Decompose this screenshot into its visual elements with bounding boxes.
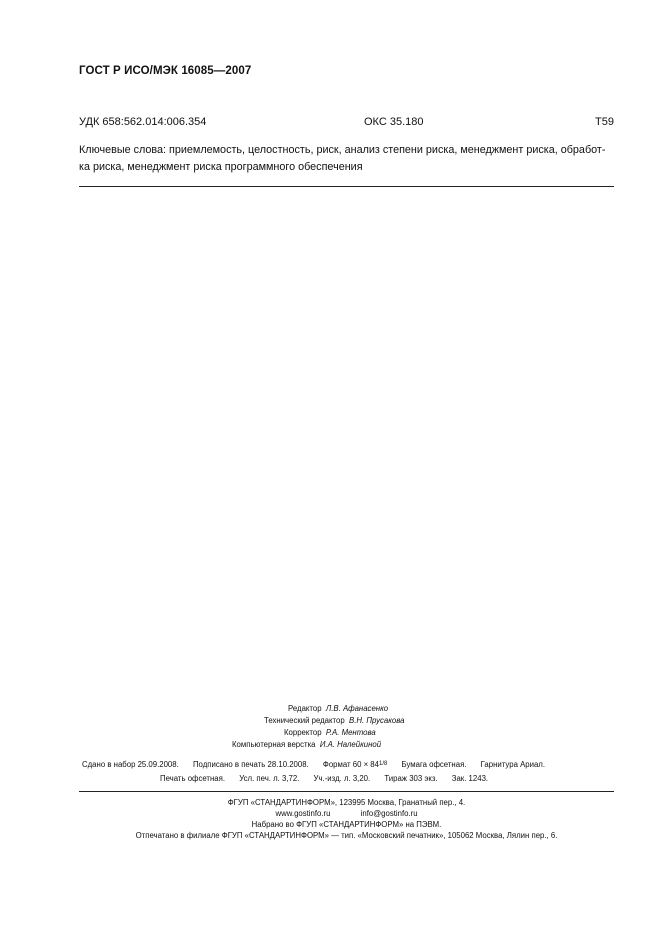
corrector-label: Корректор — [284, 728, 322, 737]
group-code: Т59 — [595, 116, 614, 128]
udk-code: УДК 658:562.014:006.354 — [79, 116, 207, 128]
credit-corrector — [180, 727, 500, 739]
credit-editor — [180, 703, 500, 715]
typeset-date: Сдано в набор 25.09.2008. — [82, 760, 179, 769]
print-sheets: Усл. печ. л. 3,72. — [239, 774, 300, 783]
keywords-line-1: Ключевые слова: приемлемость, целостность, риск, анализ степени риска, менеджмент риска, обработ- — [79, 144, 606, 156]
tech-editor-name: В.Н. Прусакова — [349, 716, 405, 725]
imprint-line-2 — [160, 774, 500, 783]
publisher-block — [79, 797, 614, 841]
corrector-name: Р.А. Ментова — [325, 728, 376, 737]
printed-note: Отпечатано в филиале ФГУП «СТАНДАРТИНФОРМ» — тип. «Московский печатник», 105062 Москва, Лялин пер., 6. — [135, 831, 558, 840]
print-type: Печать офсетная. — [160, 774, 226, 783]
editor-label: Редактор — [288, 704, 322, 713]
order-number: Зак. 1243. — [451, 774, 489, 783]
layout-name: И.А. Налейкиной — [319, 740, 382, 749]
format-label: Формат 60 × 84 — [322, 760, 379, 769]
circulation: Тираж 303 экз. — [384, 774, 438, 783]
publisher-contacts — [79, 808, 614, 819]
publisher-website[interactable]: www.gostinfo.ru — [275, 809, 331, 818]
keywords-block — [79, 142, 616, 176]
layout-label: Компьютерная верстка — [232, 740, 316, 749]
tech-editor-label: Технический редактор — [264, 716, 345, 725]
credits-block — [180, 703, 500, 751]
imprint-line-1 — [82, 760, 617, 769]
keywords-line-2: ка риска, менеджмент риска программного обеспечения — [79, 161, 363, 173]
signed-date: Подписано в печать 28.10.2008. — [192, 760, 309, 769]
credit-tech-editor — [180, 715, 500, 727]
font-info: Гарнитура Ариал. — [480, 760, 546, 769]
publisher-address: ФГУП «СТАНДАРТИНФОРМ», 123995 Москва, Гранатный пер., 4. — [227, 798, 466, 807]
credit-layout — [180, 739, 500, 751]
paper-type: Бумага офсетная. — [401, 760, 467, 769]
bottom-divider — [79, 791, 614, 792]
publisher-email[interactable]: info@gostinfo.ru — [360, 809, 418, 818]
oks-code: ОКС 35.180 — [364, 116, 424, 128]
pub-sheets: Уч.-изд. л. 3,20. — [313, 774, 371, 783]
format-fraction: 1/8 — [378, 761, 388, 767]
typeset-note: Набрано во ФГУП «СТАНДАРТИНФОРМ» на ПЭВМ. — [251, 820, 442, 829]
standard-title: ГОСТ Р ИСО/МЭК 16085—2007 — [79, 65, 252, 77]
top-divider — [79, 186, 614, 187]
paper-format — [323, 760, 387, 769]
editor-name: Л.В. Афанасенко — [325, 704, 389, 713]
